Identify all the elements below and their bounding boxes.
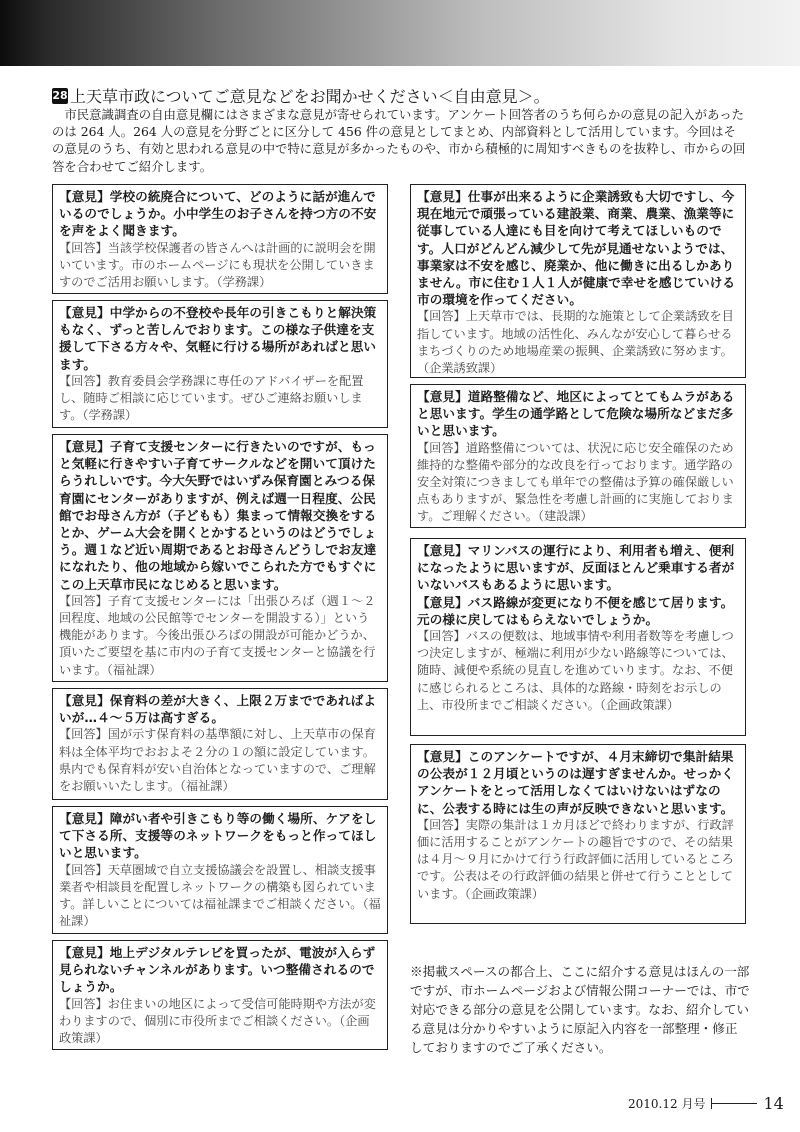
header-gradient-bar xyxy=(0,0,800,66)
intro-paragraph: 市民意識調査の自由意見欄にはさまざまな意見が寄せられています。アンケート回答者のうち何らかの意見の記入があったのは 264 人。264 人の意見を分野ごとに区分して 456 件の意見としてまとめ、内部資料として活用しています。今回はその意見のうち、有効と思われる意見の中で特に意見が多かったものや、市から積極的に周知すべきものを抜粋し、市からの回答を合わせてご紹介します。 xyxy=(52,107,746,174)
answer-text: 【回答】天草圏域で自立支援協議会を設置し、相談支援事業者や相談員を配置しネットワークの構築も図られています。詳しいことについては福祉課までご相談ください。（福祉課） xyxy=(59,862,381,929)
opinion-box xyxy=(52,300,388,428)
question-number-badge: 28 xyxy=(52,88,68,102)
answer-text: 【回答】子育て支援センターには「出張ひろば（週１～２回程度、地域の公民館等でセンターを開設する）」という機能があります。今後出張ひろばの開設が可能かどうか、頂いたご要望を基に市内の子育て支援センターと協議を行います。（福祉課） xyxy=(59,593,376,677)
opinion-box xyxy=(410,384,746,528)
opinion-text: 【意見】このアンケートですが、４月末締切で集計結果の公表が１２月頃というのは遅すぎませんか。せっかくアンケートをとって活用しなくてはいけないはずなのに、公表する時には生の声が反映できないと思います。 xyxy=(417,749,735,816)
opinion-box xyxy=(52,184,388,294)
opinion-box xyxy=(410,538,746,736)
opinion-text: 【意見】マリンバスの運行により、利用者も増え、便利になったように思いますが、反面ほとんど乗車する者がいないバスもあるように思います。 【意見】バス路線が変更になり不便を感じて居ります。元の様に戻してはもらえないでしょうか。 xyxy=(417,543,735,627)
answer-text: 【回答】お住まいの地区によって受信可能時期や方法が変わりますので、個別に市役所までご相談ください。（企画政策課） xyxy=(59,996,376,1046)
answer-text: 【回答】実際の集計は１カ月ほどで終わりますが、行政評価に活用することがアンケートの趣旨ですので、その結果は４月～９月にかけて行う行政評価に活用しているところです。公表はその行政評価の結果と併せて行うこととしています。（企画政策課） xyxy=(417,817,734,901)
opinion-text: 【意見】中学からの不登校や長年の引きこもりと解決策もなく、ずっと苦しんでおります。この様な子供達を支援して下さる方々や、気軽に行ける場所があればと思います。 xyxy=(59,305,377,372)
answer-text: 【回答】国が示す保育料の基準額に対し、上天草市の保育料は全体平均でおおよそ２分の１の額に設定しています。県内でも保育料が安い自治体となっていますので、ご理解をお願いいたします。（福祉課） xyxy=(59,727,376,794)
opinion-box xyxy=(52,434,388,682)
opinion-text: 【意見】地上デジタルテレビを買ったが、電波が入らず見られないチャンネルがあります。いつ整備されるのでしょうか。 xyxy=(59,945,376,995)
opinion-text: 【意見】保育料の差が大きく、上限２万までであればよいが…４～５万は高すぎる。 xyxy=(59,693,377,726)
page-footer xyxy=(628,1094,784,1113)
answer-text: 【回答】教育委員会学務課に専任のアドバイザーを配置し、随時ご相談に応じています。ぜひご連絡お願いします。（学務課） xyxy=(59,373,364,423)
footnote: ※掲載スペースの都合上、ここに紹介する意見はほんの一部ですが、市ホームページおよび情報公開コーナーでは、市で対応できる部分の意見を公開しています。なお、紹介している意見は分かりやすいように原記入内容を一部整理・修正しておりますのでご了承ください。 xyxy=(410,964,750,1055)
opinion-box xyxy=(52,940,388,1050)
opinion-box xyxy=(410,744,746,924)
section-heading xyxy=(52,84,772,107)
answer-text: 【回答】バスの便数は、地域事情や利用者数等を考慮しつつ決定しますが、極端に利用が少ない路線等については、随時、減便や系統の見直しを進めていります。なお、不便に感じられるところは、具体的な路線・時刻をお示しの上、市役所までご相談ください。（企画政策課） xyxy=(417,629,734,712)
opinion-box xyxy=(52,806,388,934)
answer-text: 【回答】当該学校保護者の皆さんへは計画的に説明会を開いています。市のホームページにも現状を公開していきますのでご活用お願いします。（学務課） xyxy=(59,240,376,290)
opinion-text: 【意見】学校の統廃合について、どのように話が進んでいるのでしょうか。小中学生のお子さんを持つ方の不安を声をよく聞きます。 xyxy=(59,189,377,239)
section-title: 上天草市政についてご意見などをお聞かせください＜自由意見＞。 xyxy=(70,87,550,106)
answer-text: 【回答】上天草市では、長期的な施策として企業誘致を目指しています。地域の活性化、みんなが安心して暮らせるまちづくりのため地場産業の振興、企業誘致に努めます。（企業誘致課） xyxy=(417,309,734,376)
opinion-text: 【意見】子育て支援センターに行きたいのですが、もっと気軽に行きやすい子育てサークルなどを開いて頂けたらうれしいです。今大矢野ではいずみ保育園とみつる保育園にセンターがありますが、例えば週一日程度、公民館でお母さん方が（子どもも）集まって情報交換をするとか、ゲーム大会を開くとかするというのはどうでしょう。週１など近い周期であるとお母さんどうしでお友達になれたり、他の地域から嫁いでこられた方でもすぐにこの上天草市民になじめると思います。 xyxy=(59,439,377,592)
opinion-box xyxy=(52,688,388,800)
footer-rule xyxy=(711,1103,757,1104)
opinion-text: 【意見】障がい者や引きこもり等の働く場所、ケアをして下さる所、支援等のネットワークをもっと作ってほしいと思います。 xyxy=(59,811,377,861)
answer-text: 【回答】道路整備については、状況に応じ安全確保のため維持的な整備や部分的な改良を行っております。通学路の安全対策につきましても単年での整備は予算の確保厳しい点もありますが、緊急性を考慮し計画的に実施しております。ご理解ください。（建設課） xyxy=(417,440,734,524)
issue-label: 2010.12 月号 xyxy=(628,1097,706,1111)
page-number: 14 xyxy=(763,1094,784,1113)
opinion-box xyxy=(410,184,746,378)
opinion-text: 【意見】仕事が出来るように企業誘致も大切ですし、今現在地元で頑張っている建設業、商業、農業、漁業等に従事している人達にも目を向けて考えてほしいものです。人口がどんどん減少して先が見通せないようでは、事業家は不安を感じ、廃業か、他に働きに出るしかありません。市に住む１人１人が健康で幸せを感じていける市の環境を作ってください。 xyxy=(417,189,736,308)
opinion-text: 【意見】道路整備など、地区によってとてもムラがあると思います。学生の通学路として危険な場所などまだ多いと思います。 xyxy=(417,389,735,439)
